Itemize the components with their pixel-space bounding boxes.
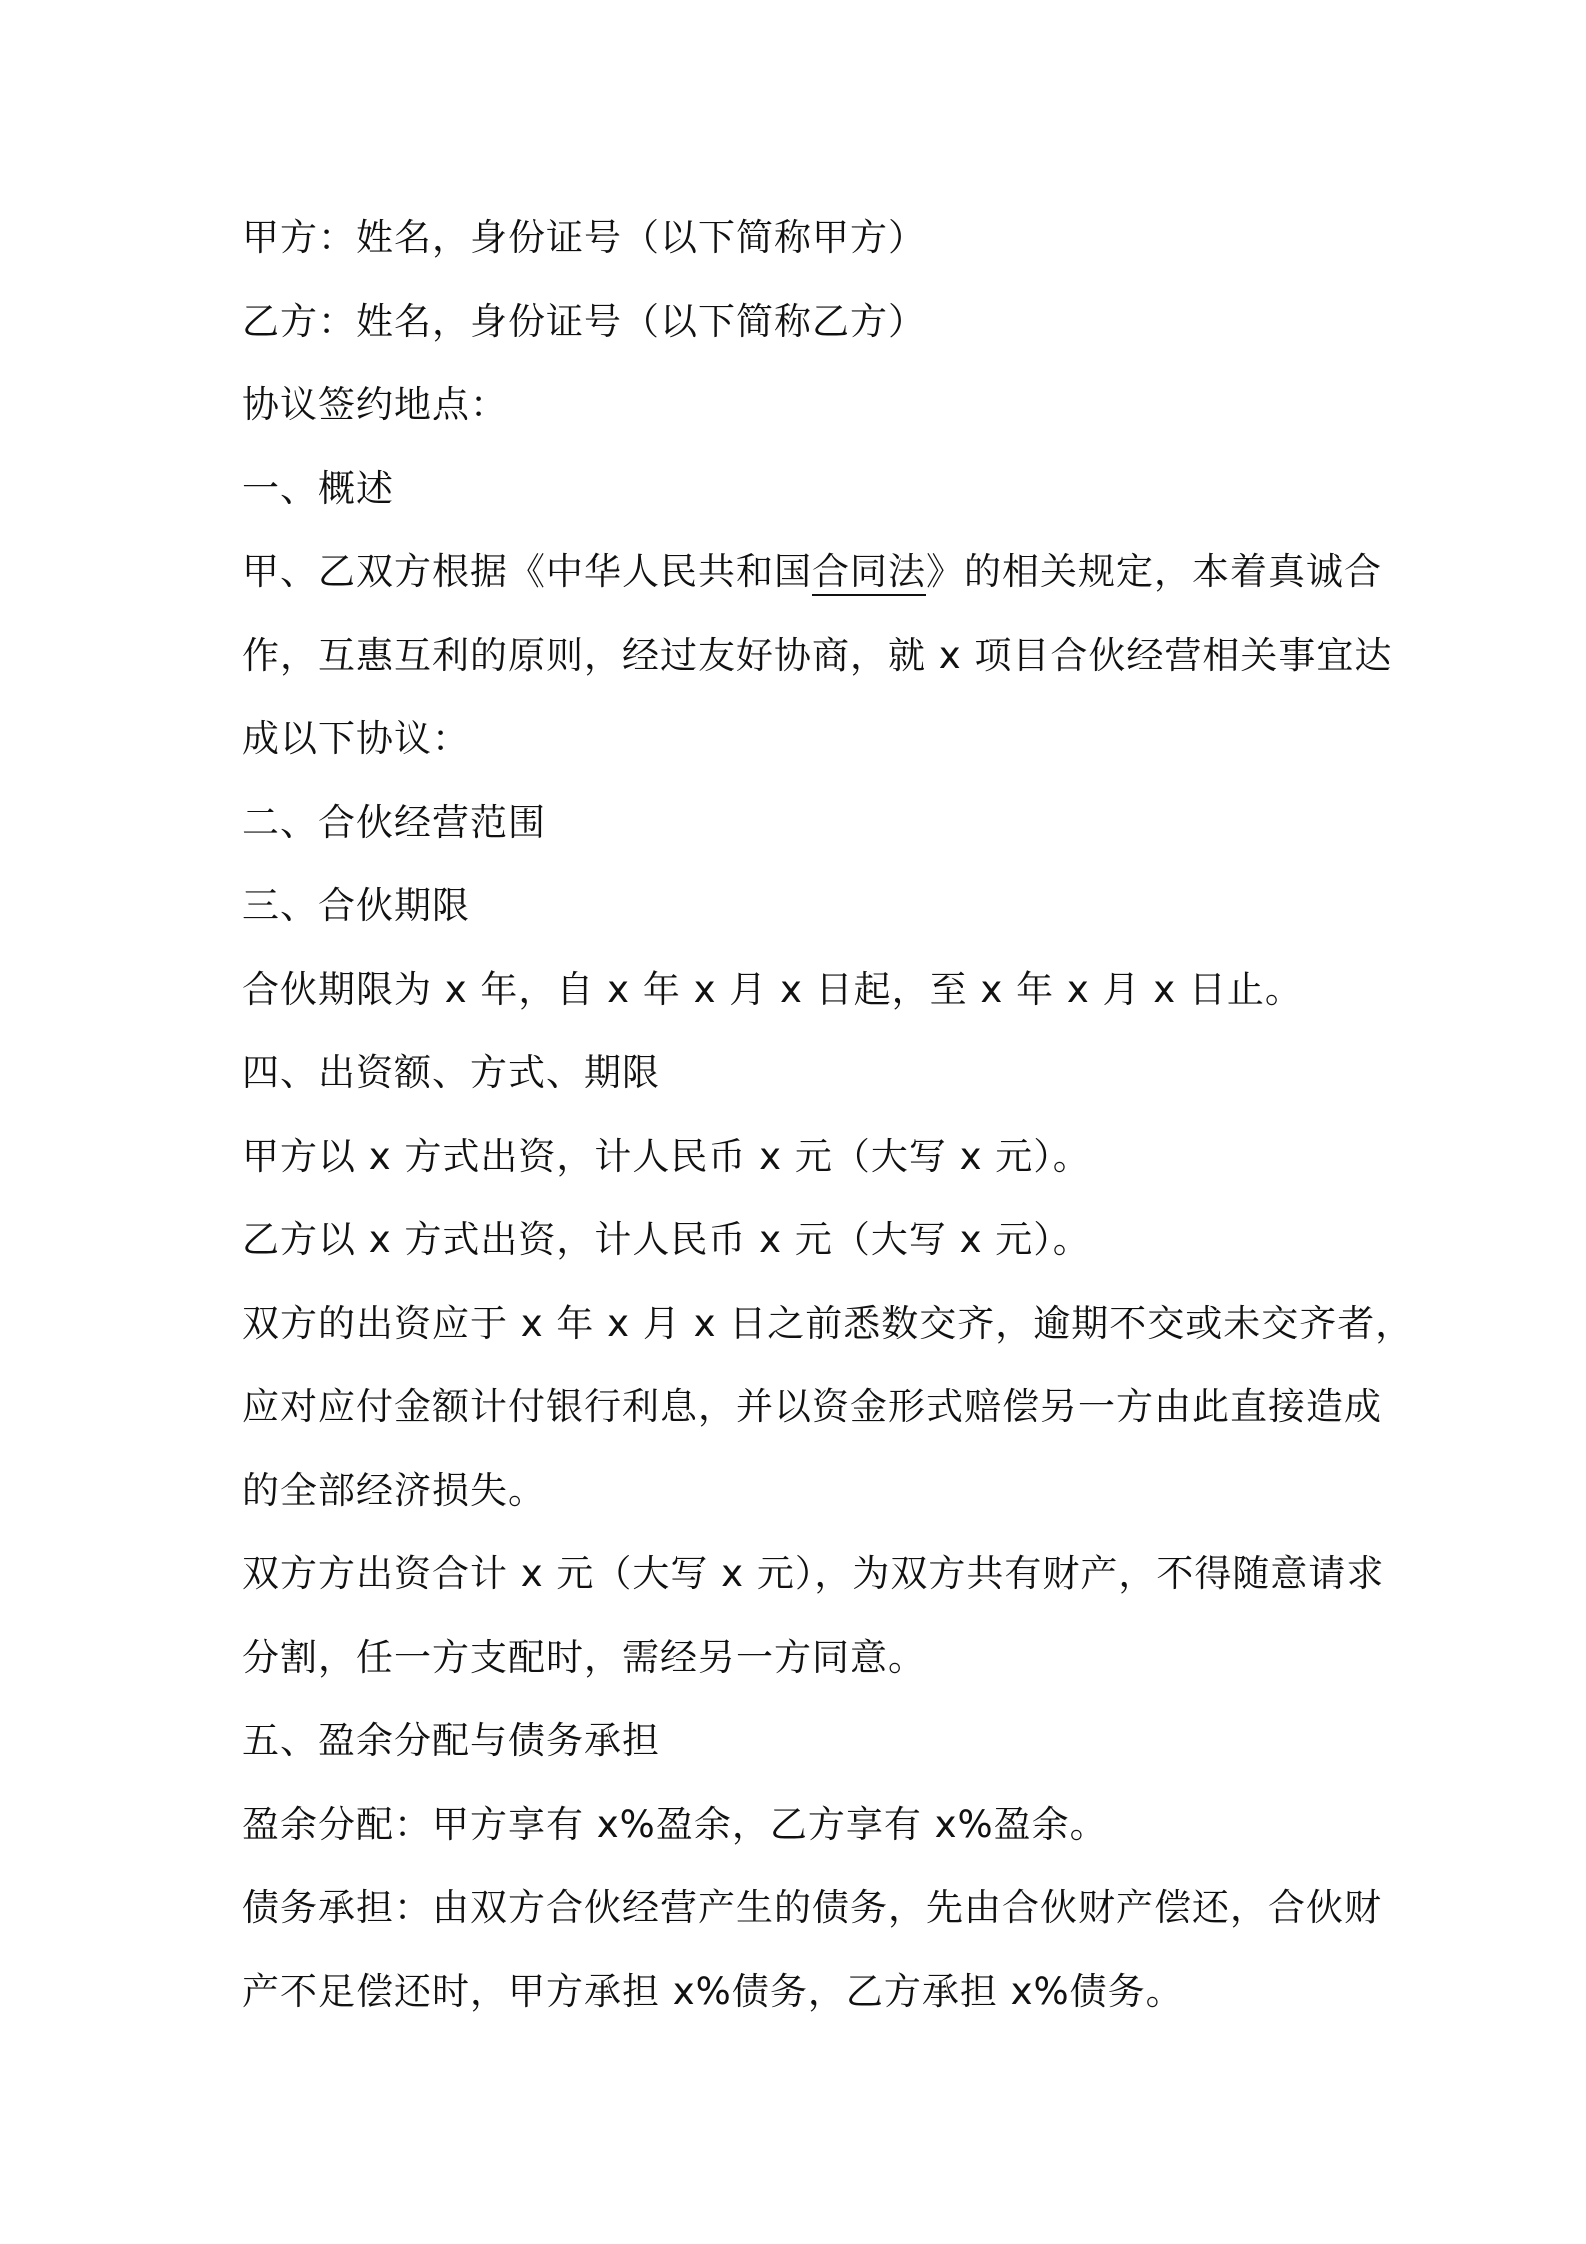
signing-location-line: 协议签约地点：	[242, 383, 508, 426]
section4-total-line1: 双方方出资合计 x 元（大写 x 元），为双方共有财产，不得随意请求	[242, 1552, 1385, 1595]
section1-paragraph-line3: 成以下协议：	[242, 717, 470, 760]
section3-body: 合伙期限为 x 年，自 x 年 x 月 x 日起，至 x 年 x 月 x 日止。	[242, 967, 1303, 1011]
section4-party-b-contribution: 乙方以 x 方式出资，计人民币 x 元（大写 x 元）。	[242, 1218, 1091, 1261]
section5-debt-line1: 债务承担：由双方合伙经营产生的债务，先由合伙财产偿还，合伙财	[242, 1886, 1382, 1929]
section1-text-after-link: 》的相关规定，本着真诚合	[926, 550, 1382, 593]
section5-debt-line2: 产不足偿还时，甲方承担 x%债务，乙方承担 x%债务。	[242, 1969, 1184, 2013]
party-a-line: 甲方：姓名，身份证号（以下简称甲方）	[242, 216, 926, 259]
section5-heading: 五、盈余分配与债务承担	[242, 1719, 660, 1762]
section4-party-a-contribution: 甲方以 x 方式出资，计人民币 x 元（大写 x 元）。	[242, 1134, 1091, 1178]
section4-heading: 四、出资额、方式、期限	[242, 1051, 660, 1094]
document-body	[242, 196, 1414, 2033]
party-b-line: 乙方：姓名，身份证号（以下简称乙方）	[242, 299, 926, 343]
section4-deadline-line2: 应对应付金额计付银行利息，并以资金形式赔偿另一方由此直接造成	[242, 1385, 1382, 1428]
section1-heading: 一、概述	[242, 466, 394, 510]
section4-deadline-line1: 双方的出资应于 x 年 x 月 x 日之前悉数交齐，逾期不交或未交齐者，	[242, 1301, 1414, 1345]
section4-deadline-line3: 的全部经济损失。	[242, 1468, 546, 1512]
contract-law-link[interactable]: 合同法	[812, 550, 926, 593]
section3-heading: 三、合伙期限	[242, 884, 470, 927]
section1-paragraph-line2: 作，互惠互利的原则，经过友好协商，就 x 项目合伙经营相关事宜达	[242, 633, 1393, 677]
section5-profit-distribution: 盈余分配：甲方享有 x%盈余，乙方享有 x%盈余。	[242, 1802, 1108, 1846]
section4-total-line2: 分割，任一方支配时，需经另一方同意。	[242, 1635, 926, 1679]
section1-paragraph-line1	[242, 530, 1382, 614]
section2-heading: 二、合伙经营范围	[242, 800, 546, 844]
section1-text-before-link: 甲、乙双方根据《中华人民共和国	[242, 550, 812, 593]
